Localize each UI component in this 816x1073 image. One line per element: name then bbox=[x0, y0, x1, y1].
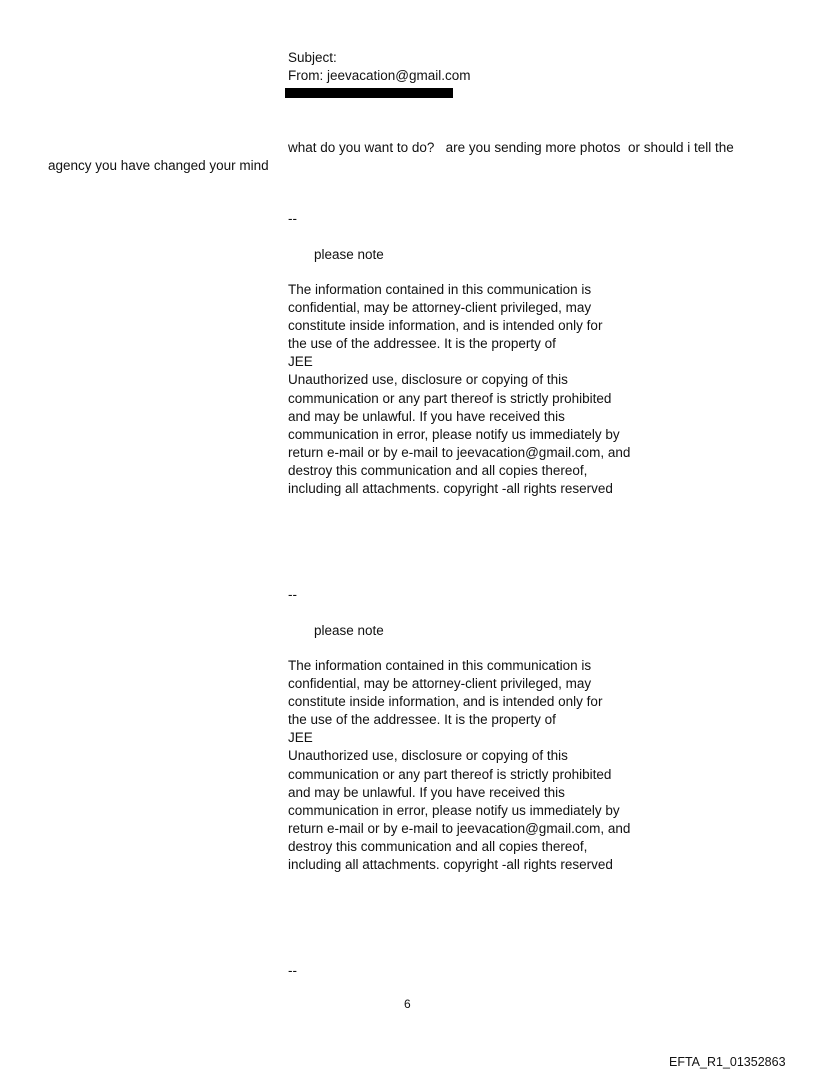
notice-line: constitute inside information, and is intended only for bbox=[288, 694, 603, 710]
notice-line: constitute inside information, and is intended only for bbox=[288, 318, 603, 334]
message-text-line-2: agency you have changed your mind bbox=[48, 158, 269, 173]
notice-line: and may be unlawful. If you have received this bbox=[288, 408, 565, 424]
notice-line: and may be unlawful. If you have received this bbox=[288, 784, 565, 800]
from-line: From: jeevacation@gmail.com bbox=[288, 68, 471, 83]
signature-separator: -- bbox=[288, 587, 297, 602]
signature-separator: -- bbox=[288, 211, 297, 226]
notice-line: the use of the addressee. It is the property of bbox=[288, 712, 556, 728]
notice-line: Unauthorized use, disclosure or copying of this bbox=[288, 372, 568, 388]
notice-line: destroy this communication and all copies thereof, bbox=[288, 462, 588, 478]
notice-line: including all attachments. copyright -all rights reserved bbox=[288, 857, 613, 873]
notice-line: confidential, may be attorney-client privileged, may bbox=[288, 300, 592, 316]
message-text-line-1: what do you want to do? are you sending more photos or should i tell the bbox=[288, 140, 734, 155]
signature-separator: -- bbox=[288, 963, 297, 978]
page-number: 6 bbox=[404, 997, 411, 1011]
notice-line: including all attachments. copyright -all rights reserved bbox=[288, 481, 613, 497]
notice-line: The information contained in this communication is bbox=[288, 658, 592, 673]
please-note-heading: please note bbox=[314, 623, 384, 638]
notice-line: JEE bbox=[288, 354, 313, 370]
please-note-heading: please note bbox=[314, 247, 384, 262]
confidentiality-notice bbox=[288, 657, 708, 874]
notice-line: communication in error, please notify us immediately by bbox=[288, 426, 620, 442]
notice-line: the use of the addressee. It is the property of bbox=[288, 336, 556, 352]
notice-line: return e-mail or by e-mail to jeevacation@gmail.com, and bbox=[288, 820, 631, 836]
notice-line: The information contained in this communication is bbox=[288, 282, 592, 297]
notice-line: destroy this communication and all copies thereof, bbox=[288, 838, 588, 854]
notice-line: Unauthorized use, disclosure or copying of this bbox=[288, 748, 568, 764]
notice-line: communication or any part thereof is strictly prohibited bbox=[288, 766, 612, 782]
notice-line: communication or any part thereof is strictly prohibited bbox=[288, 390, 612, 406]
redaction-bar bbox=[285, 88, 453, 98]
notice-line: confidential, may be attorney-client privileged, may bbox=[288, 676, 592, 692]
document-id: EFTA_R1_01352863 bbox=[669, 1055, 786, 1069]
notice-line: JEE bbox=[288, 730, 313, 746]
notice-line: communication in error, please notify us immediately by bbox=[288, 802, 620, 818]
notice-line: return e-mail or by e-mail to jeevacation@gmail.com, and bbox=[288, 444, 631, 460]
confidentiality-notice bbox=[288, 281, 708, 498]
subject-label: Subject: bbox=[288, 50, 337, 65]
